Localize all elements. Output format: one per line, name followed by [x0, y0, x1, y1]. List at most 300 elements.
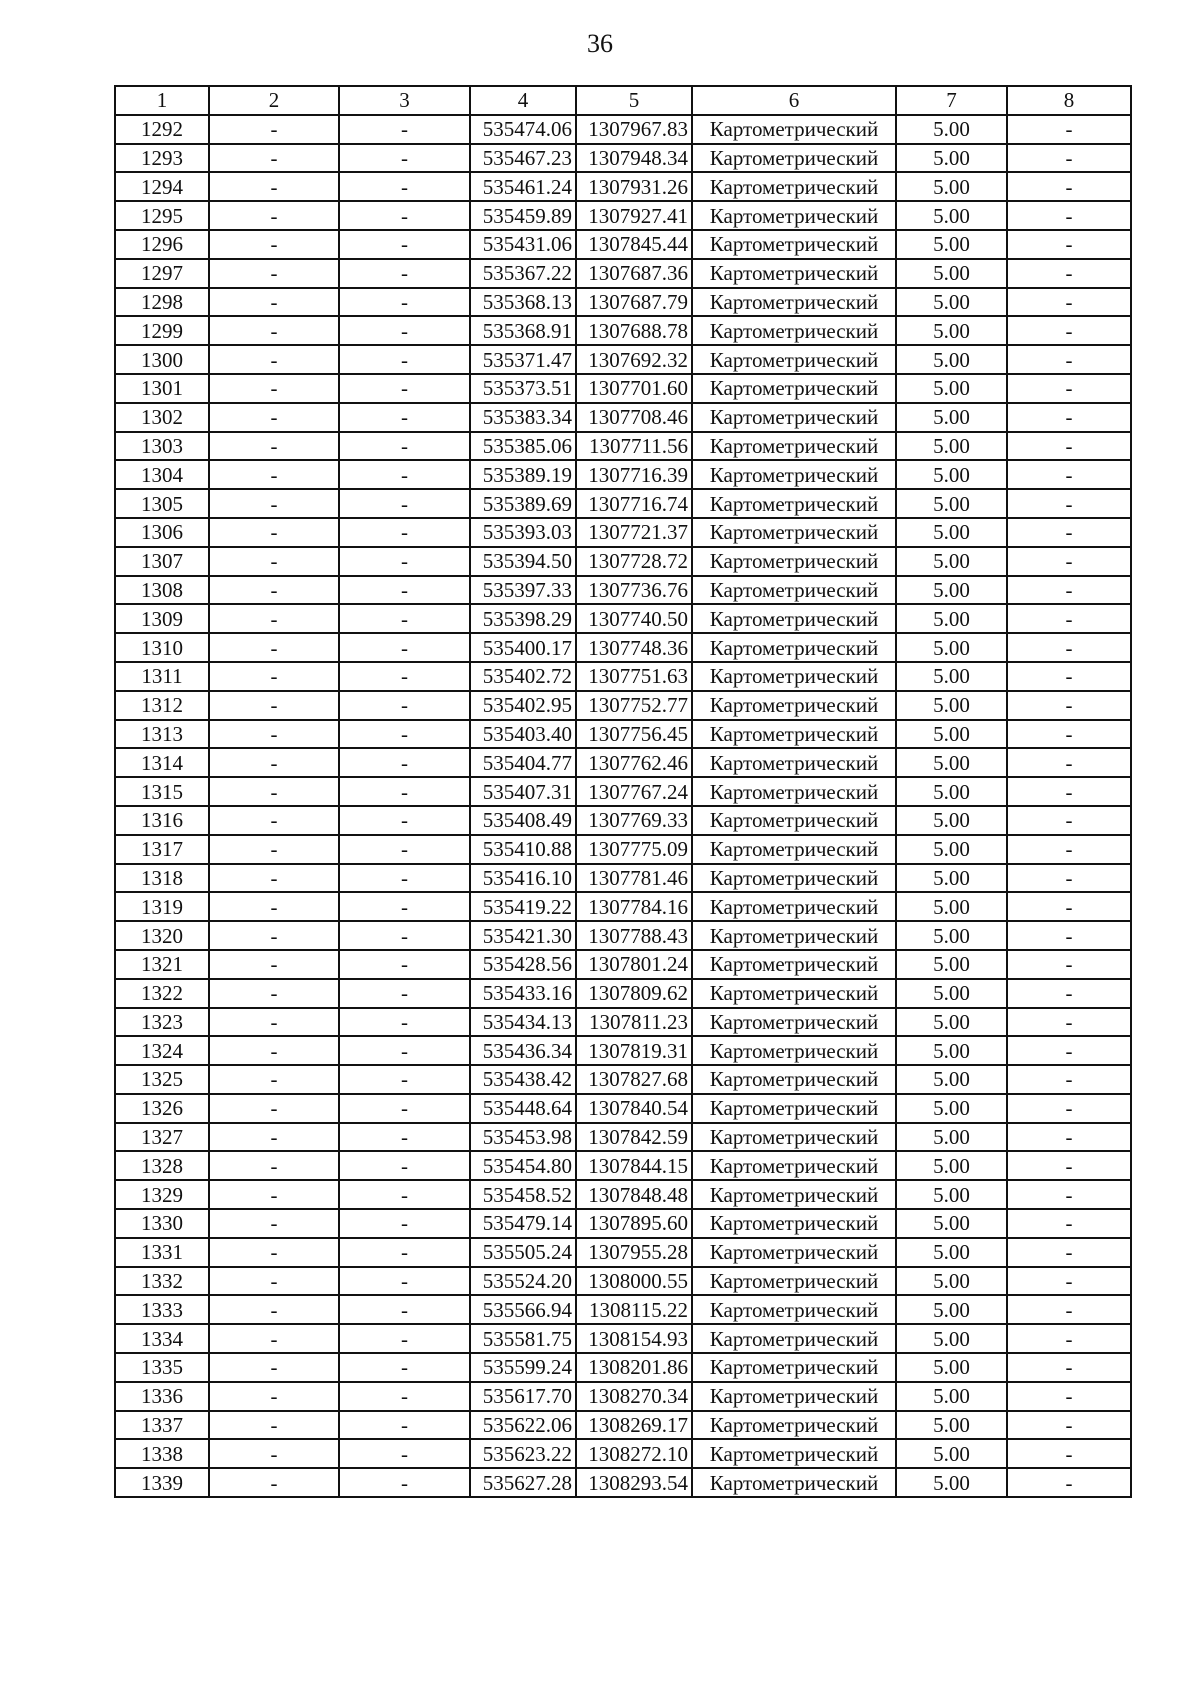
column-header: 2: [209, 86, 339, 115]
y-coordinate-cell: 1307688.78: [576, 316, 692, 345]
table-row: [115, 950, 1131, 979]
y-coordinate-cell: 1307781.46: [576, 864, 692, 893]
col2-cell: -: [209, 633, 339, 662]
x-coordinate-cell: 535419.22: [470, 892, 576, 921]
method-cell: Картометрический: [692, 1295, 896, 1324]
method-cell: Картометрический: [692, 921, 896, 950]
accuracy-cell: 5.00: [896, 633, 1007, 662]
y-coordinate-cell: 1307740.50: [576, 604, 692, 633]
accuracy-cell: 5.00: [896, 1238, 1007, 1267]
point-number-cell: 1336: [115, 1382, 209, 1411]
col8-cell: -: [1007, 1468, 1131, 1497]
x-coordinate-cell: 535431.06: [470, 230, 576, 259]
accuracy-cell: 5.00: [896, 403, 1007, 432]
y-coordinate-cell: 1307801.24: [576, 950, 692, 979]
point-number-cell: 1328: [115, 1151, 209, 1180]
x-coordinate-cell: 535461.24: [470, 172, 576, 201]
col2-cell: -: [209, 1036, 339, 1065]
method-cell: Картометрический: [692, 864, 896, 893]
col2-cell: -: [209, 950, 339, 979]
col8-cell: -: [1007, 115, 1131, 144]
col8-cell: -: [1007, 374, 1131, 403]
method-cell: Картометрический: [692, 1065, 896, 1094]
y-coordinate-cell: 1307769.33: [576, 806, 692, 835]
x-coordinate-cell: 535428.56: [470, 950, 576, 979]
col3-cell: -: [339, 835, 470, 864]
col8-cell: -: [1007, 1008, 1131, 1037]
point-number-cell: 1323: [115, 1008, 209, 1037]
method-cell: Картометрический: [692, 288, 896, 317]
method-cell: Картометрический: [692, 1267, 896, 1296]
col2-cell: -: [209, 1468, 339, 1497]
col2-cell: -: [209, 720, 339, 749]
table-row: [115, 748, 1131, 777]
col8-cell: -: [1007, 489, 1131, 518]
col3-cell: -: [339, 403, 470, 432]
coordinates-table: [114, 85, 1132, 1498]
y-coordinate-cell: 1307927.41: [576, 201, 692, 230]
y-coordinate-cell: 1308201.86: [576, 1353, 692, 1382]
table-row: [115, 1151, 1131, 1180]
col8-cell: -: [1007, 1209, 1131, 1238]
column-header: 8: [1007, 86, 1131, 115]
method-cell: Картометрический: [692, 835, 896, 864]
col8-cell: -: [1007, 1439, 1131, 1468]
method-cell: Картометрический: [692, 316, 896, 345]
point-number-cell: 1308: [115, 576, 209, 605]
table-row: [115, 288, 1131, 317]
table-row: [115, 1123, 1131, 1152]
y-coordinate-cell: 1307728.72: [576, 547, 692, 576]
col2-cell: -: [209, 547, 339, 576]
method-cell: Картометрический: [692, 1123, 896, 1152]
accuracy-cell: 5.00: [896, 288, 1007, 317]
method-cell: Картометрический: [692, 1468, 896, 1497]
col3-cell: -: [339, 1151, 470, 1180]
point-number-cell: 1339: [115, 1468, 209, 1497]
x-coordinate-cell: 535367.22: [470, 259, 576, 288]
accuracy-cell: 5.00: [896, 576, 1007, 605]
x-coordinate-cell: 535394.50: [470, 547, 576, 576]
table-row: [115, 1180, 1131, 1209]
x-coordinate-cell: 535623.22: [470, 1439, 576, 1468]
method-cell: Картометрический: [692, 144, 896, 173]
table-row: [115, 806, 1131, 835]
x-coordinate-cell: 535368.13: [470, 288, 576, 317]
x-coordinate-cell: 535368.91: [470, 316, 576, 345]
x-coordinate-cell: 535389.69: [470, 489, 576, 518]
accuracy-cell: 5.00: [896, 1439, 1007, 1468]
point-number-cell: 1325: [115, 1065, 209, 1094]
accuracy-cell: 5.00: [896, 374, 1007, 403]
col2-cell: -: [209, 115, 339, 144]
y-coordinate-cell: 1307775.09: [576, 835, 692, 864]
col8-cell: -: [1007, 144, 1131, 173]
col2-cell: -: [209, 1151, 339, 1180]
point-number-cell: 1327: [115, 1123, 209, 1152]
col8-cell: -: [1007, 172, 1131, 201]
point-number-cell: 1317: [115, 835, 209, 864]
accuracy-cell: 5.00: [896, 460, 1007, 489]
col2-cell: -: [209, 1295, 339, 1324]
table-row: [115, 1036, 1131, 1065]
y-coordinate-cell: 1307692.32: [576, 345, 692, 374]
col3-cell: -: [339, 720, 470, 749]
point-number-cell: 1306: [115, 518, 209, 547]
col2-cell: -: [209, 1353, 339, 1382]
accuracy-cell: 5.00: [896, 1411, 1007, 1440]
accuracy-cell: 5.00: [896, 259, 1007, 288]
col8-cell: -: [1007, 1324, 1131, 1353]
col2-cell: -: [209, 230, 339, 259]
x-coordinate-cell: 535454.80: [470, 1151, 576, 1180]
table-row: [115, 1094, 1131, 1123]
accuracy-cell: 5.00: [896, 892, 1007, 921]
col2-cell: -: [209, 1382, 339, 1411]
y-coordinate-cell: 1307716.74: [576, 489, 692, 518]
col8-cell: -: [1007, 1094, 1131, 1123]
point-number-cell: 1295: [115, 201, 209, 230]
accuracy-cell: 5.00: [896, 835, 1007, 864]
col2-cell: -: [209, 1209, 339, 1238]
accuracy-cell: 5.00: [896, 1295, 1007, 1324]
col3-cell: -: [339, 230, 470, 259]
col2-cell: -: [209, 518, 339, 547]
y-coordinate-cell: 1307748.36: [576, 633, 692, 662]
col8-cell: -: [1007, 460, 1131, 489]
table-row: [115, 691, 1131, 720]
col3-cell: -: [339, 1468, 470, 1497]
accuracy-cell: 5.00: [896, 1209, 1007, 1238]
point-number-cell: 1330: [115, 1209, 209, 1238]
col8-cell: -: [1007, 230, 1131, 259]
accuracy-cell: 5.00: [896, 518, 1007, 547]
point-number-cell: 1293: [115, 144, 209, 173]
method-cell: Картометрический: [692, 403, 896, 432]
col3-cell: -: [339, 547, 470, 576]
method-cell: Картометрический: [692, 662, 896, 691]
method-cell: Картометрический: [692, 892, 896, 921]
method-cell: Картометрический: [692, 1151, 896, 1180]
table-row: [115, 345, 1131, 374]
point-number-cell: 1322: [115, 979, 209, 1008]
accuracy-cell: 5.00: [896, 604, 1007, 633]
col2-cell: -: [209, 806, 339, 835]
y-coordinate-cell: 1307687.79: [576, 288, 692, 317]
col2-cell: -: [209, 1123, 339, 1152]
col2-cell: -: [209, 259, 339, 288]
accuracy-cell: 5.00: [896, 1324, 1007, 1353]
table-row: [115, 259, 1131, 288]
table-row: [115, 1353, 1131, 1382]
y-coordinate-cell: 1307948.34: [576, 144, 692, 173]
point-number-cell: 1304: [115, 460, 209, 489]
x-coordinate-cell: 535373.51: [470, 374, 576, 403]
point-number-cell: 1314: [115, 748, 209, 777]
y-coordinate-cell: 1307845.44: [576, 230, 692, 259]
point-number-cell: 1329: [115, 1180, 209, 1209]
method-cell: Картометрический: [692, 633, 896, 662]
table-row: [115, 230, 1131, 259]
col2-cell: -: [209, 1411, 339, 1440]
column-header: 6: [692, 86, 896, 115]
col3-cell: -: [339, 1094, 470, 1123]
col2-cell: -: [209, 777, 339, 806]
point-number-cell: 1313: [115, 720, 209, 749]
col8-cell: -: [1007, 316, 1131, 345]
y-coordinate-cell: 1307711.56: [576, 432, 692, 461]
point-number-cell: 1316: [115, 806, 209, 835]
col8-cell: -: [1007, 1065, 1131, 1094]
col3-cell: -: [339, 1324, 470, 1353]
col3-cell: -: [339, 1008, 470, 1037]
y-coordinate-cell: 1307827.68: [576, 1065, 692, 1094]
method-cell: Картометрический: [692, 777, 896, 806]
y-coordinate-cell: 1308000.55: [576, 1267, 692, 1296]
accuracy-cell: 5.00: [896, 864, 1007, 893]
method-cell: Картометрический: [692, 1439, 896, 1468]
col8-cell: -: [1007, 835, 1131, 864]
table-row: [115, 979, 1131, 1008]
table-row: [115, 1008, 1131, 1037]
x-coordinate-cell: 535622.06: [470, 1411, 576, 1440]
x-coordinate-cell: 535398.29: [470, 604, 576, 633]
col3-cell: -: [339, 864, 470, 893]
column-header: 1: [115, 86, 209, 115]
accuracy-cell: 5.00: [896, 547, 1007, 576]
col8-cell: -: [1007, 864, 1131, 893]
table-row: [115, 662, 1131, 691]
y-coordinate-cell: 1307955.28: [576, 1238, 692, 1267]
col2-cell: -: [209, 144, 339, 173]
col3-cell: -: [339, 489, 470, 518]
table-row: [115, 1065, 1131, 1094]
accuracy-cell: 5.00: [896, 316, 1007, 345]
col8-cell: -: [1007, 1151, 1131, 1180]
y-coordinate-cell: 1307701.60: [576, 374, 692, 403]
accuracy-cell: 5.00: [896, 1123, 1007, 1152]
table-row: [115, 1295, 1131, 1324]
point-number-cell: 1302: [115, 403, 209, 432]
point-number-cell: 1296: [115, 230, 209, 259]
col2-cell: -: [209, 662, 339, 691]
point-number-cell: 1324: [115, 1036, 209, 1065]
accuracy-cell: 5.00: [896, 921, 1007, 950]
col3-cell: -: [339, 950, 470, 979]
col2-cell: -: [209, 1267, 339, 1296]
method-cell: Картометрический: [692, 979, 896, 1008]
method-cell: Картометрический: [692, 720, 896, 749]
table-row: [115, 172, 1131, 201]
col3-cell: -: [339, 115, 470, 144]
col2-cell: -: [209, 345, 339, 374]
col2-cell: -: [209, 748, 339, 777]
y-coordinate-cell: 1308270.34: [576, 1382, 692, 1411]
col8-cell: -: [1007, 921, 1131, 950]
table-row: [115, 432, 1131, 461]
col3-cell: -: [339, 288, 470, 317]
point-number-cell: 1310: [115, 633, 209, 662]
accuracy-cell: 5.00: [896, 144, 1007, 173]
point-number-cell: 1301: [115, 374, 209, 403]
col3-cell: -: [339, 201, 470, 230]
method-cell: Картометрический: [692, 1238, 896, 1267]
table-row: [115, 316, 1131, 345]
col8-cell: -: [1007, 1411, 1131, 1440]
point-number-cell: 1292: [115, 115, 209, 144]
table-row: [115, 1209, 1131, 1238]
col8-cell: -: [1007, 432, 1131, 461]
accuracy-cell: 5.00: [896, 806, 1007, 835]
point-number-cell: 1320: [115, 921, 209, 950]
col8-cell: -: [1007, 201, 1131, 230]
point-number-cell: 1335: [115, 1353, 209, 1382]
point-number-cell: 1305: [115, 489, 209, 518]
col8-cell: -: [1007, 892, 1131, 921]
col3-cell: -: [339, 316, 470, 345]
x-coordinate-cell: 535400.17: [470, 633, 576, 662]
col8-cell: -: [1007, 950, 1131, 979]
table-row: [115, 892, 1131, 921]
point-number-cell: 1333: [115, 1295, 209, 1324]
col2-cell: -: [209, 172, 339, 201]
table-row: [115, 921, 1131, 950]
table-row: [115, 403, 1131, 432]
point-number-cell: 1309: [115, 604, 209, 633]
col8-cell: -: [1007, 1180, 1131, 1209]
x-coordinate-cell: 535627.28: [470, 1468, 576, 1497]
method-cell: Картометрический: [692, 201, 896, 230]
table-row: [115, 518, 1131, 547]
method-cell: Картометрический: [692, 547, 896, 576]
col3-cell: -: [339, 1180, 470, 1209]
point-number-cell: 1300: [115, 345, 209, 374]
method-cell: Картометрический: [692, 230, 896, 259]
y-coordinate-cell: 1307848.48: [576, 1180, 692, 1209]
table-row: [115, 576, 1131, 605]
accuracy-cell: 5.00: [896, 201, 1007, 230]
table-row: [115, 720, 1131, 749]
x-coordinate-cell: 535453.98: [470, 1123, 576, 1152]
accuracy-cell: 5.00: [896, 1008, 1007, 1037]
x-coordinate-cell: 535566.94: [470, 1295, 576, 1324]
accuracy-cell: 5.00: [896, 662, 1007, 691]
method-cell: Картометрический: [692, 460, 896, 489]
col8-cell: -: [1007, 777, 1131, 806]
method-cell: Картометрический: [692, 1382, 896, 1411]
x-coordinate-cell: 535458.52: [470, 1180, 576, 1209]
y-coordinate-cell: 1307784.16: [576, 892, 692, 921]
table-row: [115, 1324, 1131, 1353]
x-coordinate-cell: 535404.77: [470, 748, 576, 777]
col3-cell: -: [339, 1209, 470, 1238]
x-coordinate-cell: 535383.34: [470, 403, 576, 432]
col8-cell: -: [1007, 1123, 1131, 1152]
point-number-cell: 1321: [115, 950, 209, 979]
y-coordinate-cell: 1308272.10: [576, 1439, 692, 1468]
y-coordinate-cell: 1308269.17: [576, 1411, 692, 1440]
method-cell: Картометрический: [692, 172, 896, 201]
col3-cell: -: [339, 633, 470, 662]
accuracy-cell: 5.00: [896, 691, 1007, 720]
col2-cell: -: [209, 1008, 339, 1037]
method-cell: Картометрический: [692, 345, 896, 374]
col3-cell: -: [339, 1439, 470, 1468]
col2-cell: -: [209, 835, 339, 864]
col3-cell: -: [339, 144, 470, 173]
col3-cell: -: [339, 1353, 470, 1382]
col2-cell: -: [209, 1324, 339, 1353]
col2-cell: -: [209, 691, 339, 720]
col3-cell: -: [339, 604, 470, 633]
method-cell: Картометрический: [692, 489, 896, 518]
point-number-cell: 1326: [115, 1094, 209, 1123]
table-row: [115, 374, 1131, 403]
table-row: [115, 1439, 1131, 1468]
method-cell: Картометрический: [692, 1353, 896, 1382]
col3-cell: -: [339, 1065, 470, 1094]
col3-cell: -: [339, 1382, 470, 1411]
col8-cell: -: [1007, 288, 1131, 317]
x-coordinate-cell: 535416.10: [470, 864, 576, 893]
y-coordinate-cell: 1308115.22: [576, 1295, 692, 1324]
y-coordinate-cell: 1307708.46: [576, 403, 692, 432]
x-coordinate-cell: 535408.49: [470, 806, 576, 835]
col8-cell: -: [1007, 1353, 1131, 1382]
x-coordinate-cell: 535438.42: [470, 1065, 576, 1094]
x-coordinate-cell: 535524.20: [470, 1267, 576, 1296]
x-coordinate-cell: 535402.95: [470, 691, 576, 720]
y-coordinate-cell: 1307687.36: [576, 259, 692, 288]
col3-cell: -: [339, 748, 470, 777]
table-row: [115, 1238, 1131, 1267]
accuracy-cell: 5.00: [896, 1353, 1007, 1382]
column-header: 7: [896, 86, 1007, 115]
x-coordinate-cell: 535459.89: [470, 201, 576, 230]
x-coordinate-cell: 535403.40: [470, 720, 576, 749]
y-coordinate-cell: 1307811.23: [576, 1008, 692, 1037]
col2-cell: -: [209, 921, 339, 950]
col3-cell: -: [339, 345, 470, 374]
col2-cell: -: [209, 604, 339, 633]
point-number-cell: 1307: [115, 547, 209, 576]
col3-cell: -: [339, 921, 470, 950]
method-cell: Картометрический: [692, 806, 896, 835]
x-coordinate-cell: 535397.33: [470, 576, 576, 605]
col8-cell: -: [1007, 720, 1131, 749]
col3-cell: -: [339, 576, 470, 605]
y-coordinate-cell: 1307721.37: [576, 518, 692, 547]
y-coordinate-cell: 1307762.46: [576, 748, 692, 777]
y-coordinate-cell: 1307767.24: [576, 777, 692, 806]
point-number-cell: 1334: [115, 1324, 209, 1353]
y-coordinate-cell: 1307752.77: [576, 691, 692, 720]
accuracy-cell: 5.00: [896, 1036, 1007, 1065]
col8-cell: -: [1007, 748, 1131, 777]
y-coordinate-cell: 1307716.39: [576, 460, 692, 489]
col3-cell: -: [339, 460, 470, 489]
point-number-cell: 1303: [115, 432, 209, 461]
accuracy-cell: 5.00: [896, 1151, 1007, 1180]
point-number-cell: 1298: [115, 288, 209, 317]
col2-cell: -: [209, 864, 339, 893]
col3-cell: -: [339, 979, 470, 1008]
col3-cell: -: [339, 777, 470, 806]
col3-cell: -: [339, 892, 470, 921]
col2-cell: -: [209, 1439, 339, 1468]
col8-cell: -: [1007, 1238, 1131, 1267]
table-row: [115, 835, 1131, 864]
